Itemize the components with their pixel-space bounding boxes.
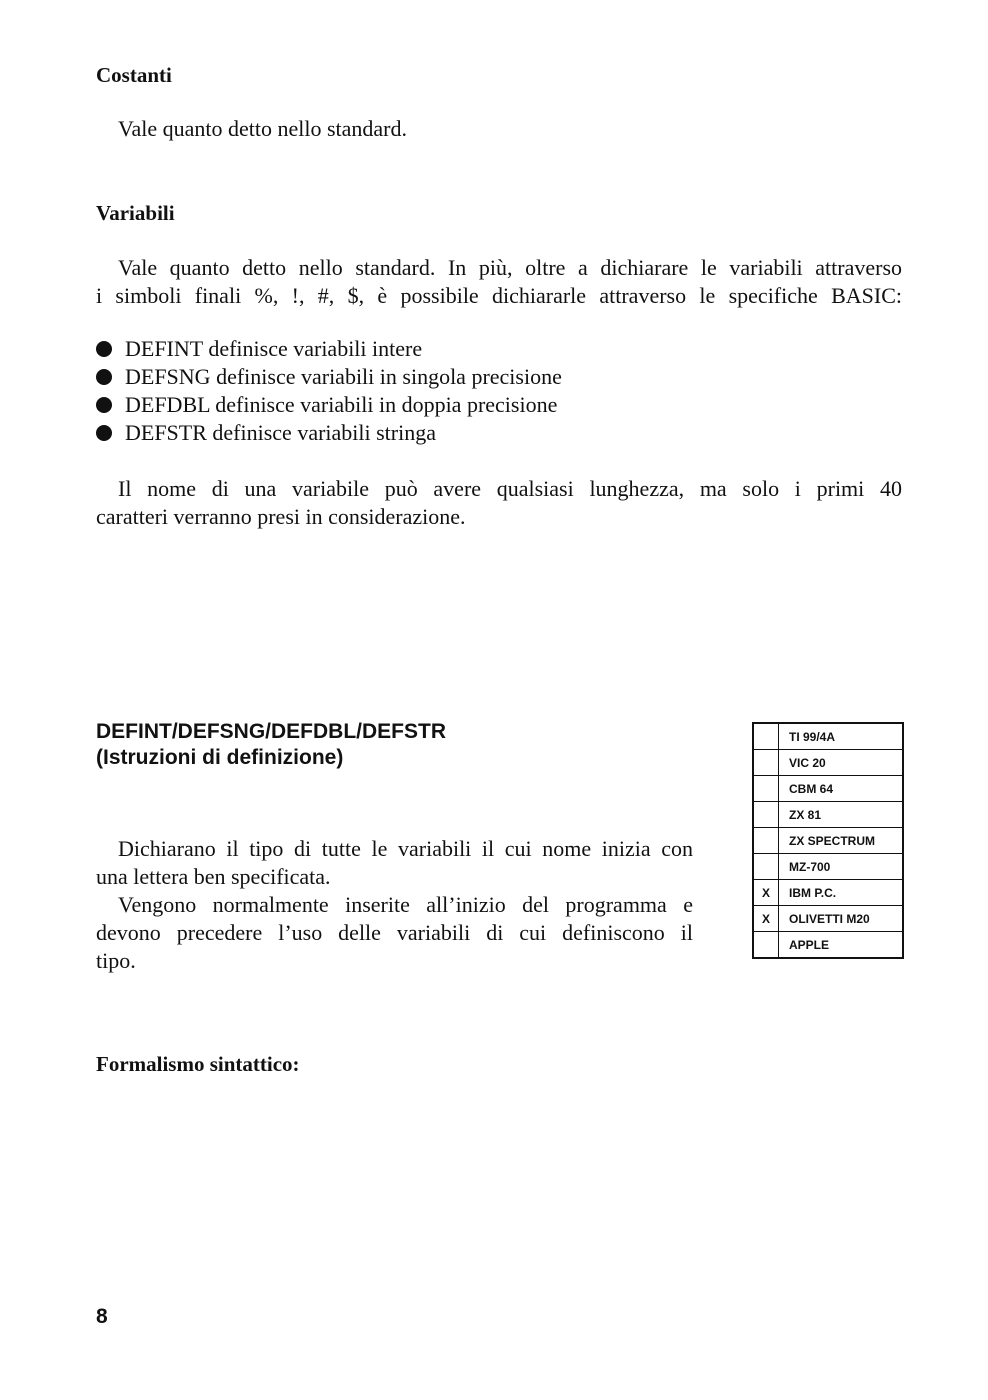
list-item — [96, 335, 896, 363]
defint-para-2-line-3: tipo. — [96, 948, 136, 973]
command-subtitle: (Istruzioni di definizione) — [96, 746, 344, 769]
defint-para-2-line-2: devono precedere l’uso delle variabili di cui definiscono il — [96, 920, 693, 945]
table-row — [753, 802, 903, 828]
compat-mark: X — [753, 906, 779, 932]
table-row — [753, 776, 903, 802]
computer-name: CBM 64 — [779, 776, 904, 802]
computer-name: IBM P.C. — [779, 880, 904, 906]
table-row — [753, 880, 903, 906]
computer-name: APPLE — [779, 932, 904, 959]
defint-para-1-line-1: Dichiarano il tipo di tutte le variabili il cui nome inizia con — [118, 836, 693, 861]
page-number: 8 — [96, 1305, 108, 1328]
compat-mark — [753, 750, 779, 776]
variabili-note-line-2: caratteri verranno presi in considerazione. — [96, 504, 466, 529]
computer-name: ZX SPECTRUM — [779, 828, 904, 854]
defint-para-1-line-2: una lettera ben specificata. — [96, 864, 331, 889]
compat-mark — [753, 932, 779, 959]
computer-name: TI 99/4A — [779, 723, 904, 750]
compatibility-table — [752, 722, 904, 959]
compat-mark — [753, 723, 779, 750]
section-heading-variabili: Variabili — [96, 201, 175, 225]
table-row — [753, 723, 903, 750]
bullet-icon — [96, 341, 112, 357]
table-row — [753, 854, 903, 880]
bullet-text: DEFSTR definisce variabili stringa — [125, 420, 436, 445]
bullet-text: DEFSNG definisce variabili in singola precisione — [125, 364, 562, 389]
compat-mark — [753, 828, 779, 854]
bullet-list — [96, 335, 896, 447]
compat-mark — [753, 854, 779, 880]
table-row — [753, 828, 903, 854]
bullet-text: DEFINT definisce variabili intere — [125, 336, 423, 361]
bullet-icon — [96, 425, 112, 441]
section-heading-costanti: Costanti — [96, 63, 172, 87]
section-heading-formalismo: Formalismo sintattico: — [96, 1052, 300, 1076]
variabili-line-1: Vale quanto detto nello standard. In più, oltre a dichiarare le variabili attraverso — [118, 255, 902, 280]
bullet-icon — [96, 369, 112, 385]
defint-para-2-line-1: Vengono normalmente inserite all’inizio del programma e — [118, 892, 693, 917]
computer-name: ZX 81 — [779, 802, 904, 828]
table-row — [753, 932, 903, 959]
variabili-note-line-1: Il nome di una variabile può avere qualsiasi lunghezza, ma solo i primi 40 — [118, 476, 902, 501]
computer-name: OLIVETTI M20 — [779, 906, 904, 932]
computer-name: MZ-700 — [779, 854, 904, 880]
command-title: DEFINT/DEFSNG/DEFDBL/DEFSTR — [96, 720, 446, 743]
list-item — [96, 391, 896, 419]
list-item — [96, 363, 896, 391]
bullet-icon — [96, 397, 112, 413]
table-row — [753, 750, 903, 776]
bullet-text: DEFDBL definisce variabili in doppia precisione — [125, 392, 558, 417]
list-item — [96, 419, 896, 447]
computer-name: VIC 20 — [779, 750, 904, 776]
compat-mark — [753, 802, 779, 828]
compat-mark — [753, 776, 779, 802]
compat-mark: X — [753, 880, 779, 906]
table-row — [753, 906, 903, 932]
costanti-text: Vale quanto detto nello standard. — [118, 116, 407, 141]
variabili-line-2: i simboli finali %, !, #, $, è possibile dichiararle attraverso le specifiche BASIC: — [96, 283, 902, 308]
